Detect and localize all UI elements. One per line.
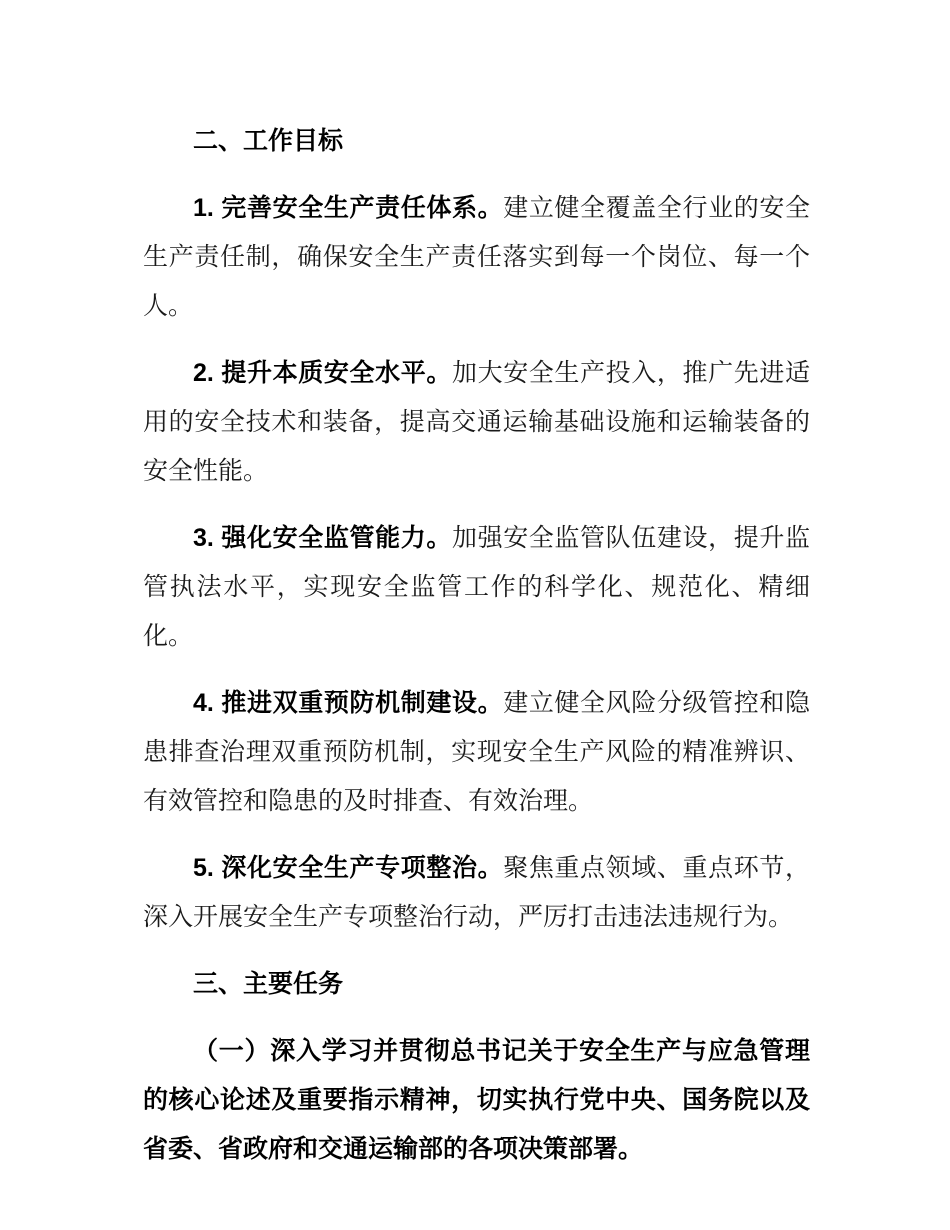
section-heading-main-tasks: 三、主要任务 <box>193 970 344 998</box>
goal-item-5-body: 聚焦重点领域、重点环节，深入开展安全生产专项整治行动，严厉打击违法违规行为。 <box>143 855 810 931</box>
goal-item-3 <box>143 514 810 661</box>
goal-item-1-body: 建立健全覆盖全行业的安全生产责任制，确保安全生产责任落实到每一个岗位、每一个人。 <box>143 195 810 320</box>
goal-item-5 <box>143 844 810 942</box>
goal-item-2-body: 加大安全生产投入，推广先进适用的安全技术和装备，提高交通运输基础设施和运输装备的安全性能。 <box>143 360 810 485</box>
goal-item-2 <box>143 349 810 496</box>
goal-item-2-lead: 2. 提升本质安全水平。 <box>193 359 452 387</box>
goal-item-4-body: 建立健全风险分级管控和隐患排查治理双重预防机制，实现安全生产风险的精准辨识、有效管控和隐患的及时排查、有效治理。 <box>143 690 810 815</box>
goal-item-4 <box>143 679 810 826</box>
goal-item-3-lead: 3. 强化安全监管能力。 <box>193 524 452 552</box>
section-heading-work-goals: 二、工作目标 <box>193 127 344 155</box>
goal-item-1-lead: 1. 完善安全生产责任体系。 <box>193 194 504 222</box>
goal-item-1 <box>143 184 810 331</box>
goal-item-3-body: 加强安全监管队伍建设，提升监管执法水平，实现安全监管工作的科学化、规范化、精细化。 <box>143 525 810 650</box>
task-paragraph-1: （一）深入学习并贯彻总书记关于安全生产与应急管理的核心论述及重要指示精神，切实执行党中央、国务院以及省委、省政府和交通运输部的各项决策部署。 <box>143 1037 810 1163</box>
goal-item-4-lead: 4. 推进双重预防机制建设。 <box>193 689 504 717</box>
goal-item-5-lead: 5. 深化安全生产专项整治。 <box>193 854 504 882</box>
